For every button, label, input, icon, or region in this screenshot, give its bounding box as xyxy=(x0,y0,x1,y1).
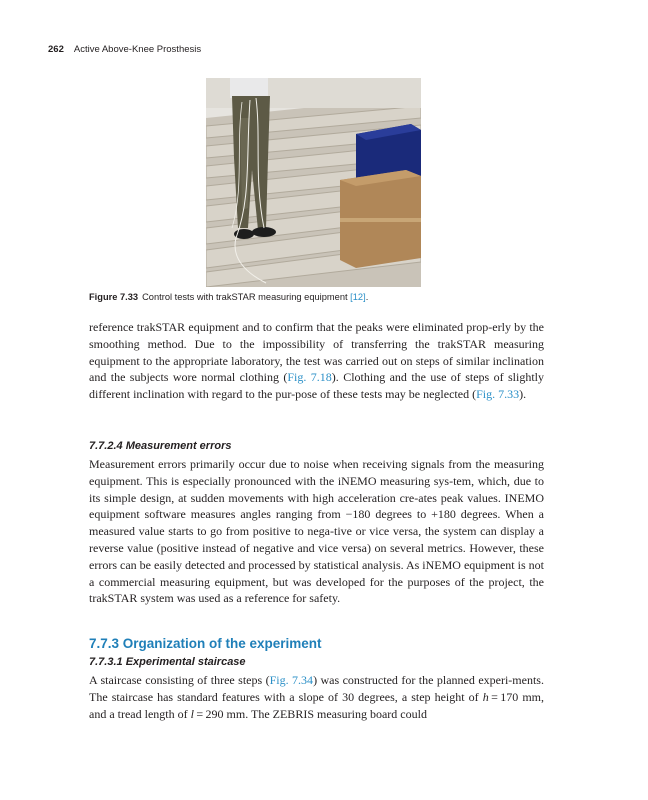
running-head xyxy=(48,44,201,55)
citation-link[interactable]: [12] xyxy=(350,292,366,302)
paragraph-1-text-b: ). Clothing and the use of steps of slightly different inclination with regard to the pur-pose of these tests may be neglected ( xyxy=(89,370,545,402)
page-number: 262 xyxy=(48,44,64,55)
paragraph-2: Measurement errors primarily occur due to noise when receiving signals from the measuring equipment. This is especially pronounced with the iNEMO measuring sys-tem, which, due to its simple design, at sudden movements with high acceleration cre-ates peak values. INEMO equipment software measures angles ranging from −180 degrees to +180 degrees. When a measured value starts to go from positive to nega-tive or vice versa, the system can display a reverse value (positive instead of negative and vice versa) on several metrics. However, these errors can be easily detected and processed by statistical analysis. As iNEMO equipment is not a commercial measuring equipment, but was developed for the purposes of the project, the trakSTAR system was used as a reference for safety. xyxy=(89,457,544,606)
caption-end: . xyxy=(365,292,369,302)
figure-link-7-33[interactable]: Fig. 7.33 xyxy=(476,387,520,402)
figure-photo xyxy=(206,78,421,287)
variable-h: h xyxy=(482,689,489,704)
paragraph-3-text-d: = 290 mm. The ZEBRIS measuring board could xyxy=(193,706,427,721)
paragraph-1 xyxy=(89,319,544,403)
figure-label: Figure 7.33 xyxy=(89,292,139,302)
caption-text: Control tests with trakSTAR measuring equipment xyxy=(142,292,348,302)
paragraph-3-text-c: = 170 mm, and a tread length of xyxy=(89,689,544,721)
paragraph-3-text-b: ) was constructed for the planned experi-ments. The staircase has standard features with a slope of 30 degrees, a step height of xyxy=(89,673,544,704)
subsection-heading-staircase: 7.7.3.1 Experimental staircase xyxy=(89,656,246,668)
paragraph-3-text-a: A staircase consisting of three steps ( xyxy=(89,673,270,687)
paragraph-1-text-a: reference trakSTAR equipment and to confirm that the peaks were eliminated prop-erly by the smoothing method. Due to the impossibility of transferring the trakSTAR measuring equipment to the appropriate laboratory, the test was carried out on steps of similar inclination and the subjects wore normal clothing ( xyxy=(89,320,544,385)
paragraph-3 xyxy=(89,672,544,722)
figure-link-7-18[interactable]: Fig. 7.18 xyxy=(287,370,332,385)
subsection-heading-measurement-errors: 7.7.2.4 Measurement errors xyxy=(89,440,232,452)
variable-l: l xyxy=(190,706,194,721)
paragraph-1-text-c: ). xyxy=(519,387,527,402)
figure-caption xyxy=(89,292,368,302)
running-title: Active Above-Knee Prosthesis xyxy=(73,44,202,55)
section-heading-organization: 7.7.3 Organization of the experiment xyxy=(89,636,322,651)
figure-link-7-34[interactable]: Fig. 7.34 xyxy=(269,673,314,687)
